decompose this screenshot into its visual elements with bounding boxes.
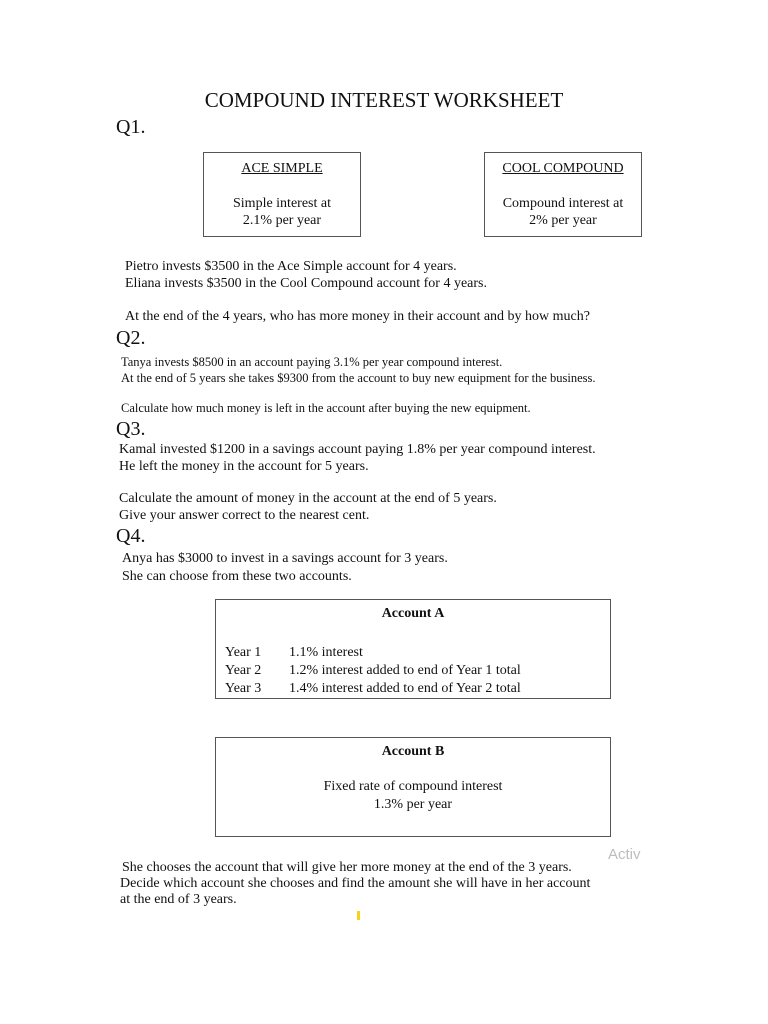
q4-final3: at the end of 3 years. — [120, 892, 237, 907]
ace-simple-line2: 2.1% per year — [242, 213, 322, 228]
cool-compound-line2: 2% per year — [529, 213, 597, 228]
cool-compound-box — [484, 152, 642, 237]
q3-question1: Calculate the amount of money in the account at the end of 5 years. — [119, 491, 497, 506]
account-b-heading: Account B — [381, 744, 445, 759]
account-a-heading: Account A — [381, 606, 445, 621]
q2-question: Calculate how much money is left in the account after buying the new equipment. — [121, 401, 531, 415]
activation-watermark: Activ — [608, 846, 641, 863]
account-a-row: Year 2 1.2% interest added to end of Year 1 total — [225, 663, 521, 678]
q4-final1: She chooses the account that will give her more money at the end of the 3 years. — [122, 860, 572, 875]
q4-line1: Anya has $3000 to invest in a savings account for 3 years. — [122, 551, 448, 566]
q1-question: At the end of the 4 years, who has more money in their account and by how much? — [125, 309, 590, 324]
account-b-line1: Fixed rate of compound interest — [323, 779, 503, 794]
account-b-line2: 1.3% per year — [373, 797, 453, 812]
q1-line1: Pietro invests $3500 in the Ace Simple account for 4 years. — [125, 259, 457, 274]
page-title: COMPOUND INTEREST WORKSHEET — [204, 88, 564, 112]
cool-compound-heading: COOL COMPOUND — [502, 161, 624, 176]
q4-final2: Decide which account she chooses and find the amount she will have in her account — [120, 876, 591, 891]
q2-line1: Tanya invests $8500 in an account paying 3.1% per year compound interest. — [121, 355, 503, 369]
q3-line1: Kamal invested $1200 in a savings account paying 1.8% per year compound interest. — [119, 442, 596, 457]
q1-label: Q1. — [116, 116, 146, 138]
q3-question2: Give your answer correct to the nearest cent. — [119, 508, 370, 523]
account-a-row: Year 3 1.4% interest added to end of Year 2 total — [225, 681, 521, 696]
q2-label: Q2. — [116, 327, 146, 349]
account-a-row: Year 1 1.1% interest — [225, 645, 363, 660]
account-b-box — [215, 737, 611, 837]
cool-compound-line1: Compound interest at — [502, 196, 624, 211]
ace-simple-heading: ACE SIMPLE — [241, 161, 323, 176]
q4-line2: She can choose from these two accounts. — [122, 569, 352, 584]
q4-label: Q4. — [116, 525, 146, 547]
text-cursor-marker — [357, 911, 360, 920]
q2-line2: At the end of 5 years she takes $9300 from the account to buy new equipment for the business. — [121, 371, 596, 385]
q3-line2: He left the money in the account for 5 years. — [119, 459, 369, 474]
ace-simple-box — [203, 152, 361, 237]
account-a-box — [215, 599, 611, 699]
q3-label: Q3. — [116, 418, 146, 440]
q1-line2: Eliana invests $3500 in the Cool Compound account for 4 years. — [125, 276, 487, 291]
ace-simple-line1: Simple interest at — [233, 196, 331, 211]
